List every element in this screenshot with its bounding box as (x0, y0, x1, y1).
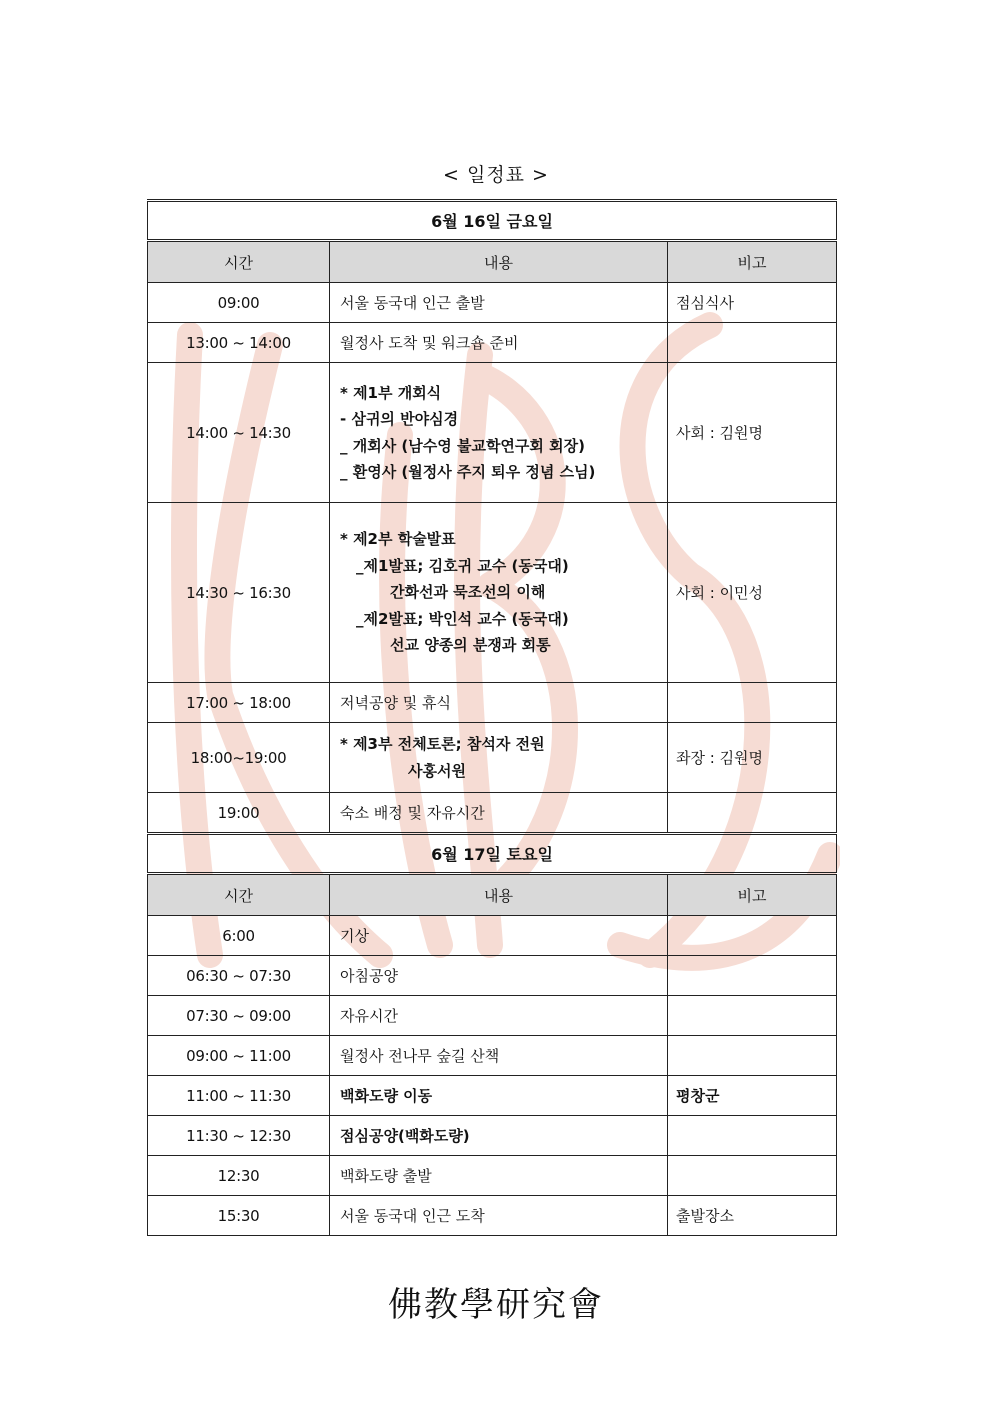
note-cell: 평창군 (668, 1076, 837, 1116)
table-row (148, 503, 837, 683)
column-header-time: 시간 (148, 874, 330, 916)
content-line: * 제1부 개회식 (340, 383, 442, 402)
note-cell: 점심식사 (668, 283, 837, 323)
time-cell: 12:30 (148, 1156, 330, 1196)
content-line: _ 환영사 (월정사 주지 퇴우 정념 스님) (340, 463, 596, 481)
content-cell (330, 723, 668, 793)
time-cell: 11:00 ~ 11:30 (148, 1076, 330, 1116)
note-cell: 사회 : 이민성 (668, 503, 837, 683)
time-cell: 09:00 (148, 283, 330, 323)
table-row (148, 683, 837, 723)
content-cell: 저녁공양 및 휴식 (330, 683, 668, 723)
table-row (148, 1076, 837, 1116)
table-row (148, 1196, 837, 1236)
column-header-note: 비고 (668, 241, 837, 283)
content-cell: 아침공양 (330, 956, 668, 996)
note-cell (668, 793, 837, 834)
content-cell: 백화도량 출발 (330, 1156, 668, 1196)
content-line: * 제3부 전체토론; 참석자 전원 (340, 735, 545, 753)
table-row (148, 323, 837, 363)
time-cell: 11:30 ~ 12:30 (148, 1116, 330, 1156)
table-row (148, 363, 837, 503)
content-cell: 숙소 배정 및 자유시간 (330, 793, 668, 834)
column-header-note: 비고 (668, 874, 837, 916)
note-cell (668, 996, 837, 1036)
content-cell: 기상 (330, 916, 668, 956)
content-cell (330, 363, 668, 503)
society-name: 佛教學研究會 (388, 1285, 604, 1325)
table-row (148, 996, 837, 1036)
content-line: _제1발표; 김호귀 교수 (동국대) (356, 556, 569, 575)
content-cell: 월정사 전나무 숲길 산책 (330, 1036, 668, 1076)
time-cell: 18:00~19:00 (148, 723, 330, 793)
table-row (148, 283, 837, 323)
time-cell: 13:00 ~ 14:00 (148, 323, 330, 363)
time-cell: 06:30 ~ 07:30 (148, 956, 330, 996)
content-cell: 점심공양(백화도량) (330, 1116, 668, 1156)
note-cell: 사회 : 김원명 (668, 363, 837, 503)
time-cell: 6:00 (148, 916, 330, 956)
note-cell (668, 916, 837, 956)
page-title: < 일정표 > (443, 164, 549, 186)
table-row (148, 793, 837, 834)
time-cell: 15:30 (148, 1196, 330, 1236)
table-row (148, 916, 837, 956)
content-cell: 백화도량 이동 (330, 1076, 668, 1116)
content-line: 간화선과 묵조선의 이해 (390, 583, 546, 602)
content-line: _제2발표; 박인석 교수 (동국대) (356, 609, 569, 628)
day-header: 6월 17일 토요일 (148, 834, 837, 874)
time-cell: 14:30 ~ 16:30 (148, 503, 330, 683)
column-header-content: 내용 (330, 874, 668, 916)
table-row (148, 1156, 837, 1196)
time-cell: 09:00 ~ 11:00 (148, 1036, 330, 1076)
time-cell: 07:30 ~ 09:00 (148, 996, 330, 1036)
note-cell (668, 323, 837, 363)
time-cell: 17:00 ~ 18:00 (148, 683, 330, 723)
note-cell (668, 683, 837, 723)
content-line: 선교 양종의 분쟁과 회통 (390, 636, 551, 655)
note-cell (668, 1156, 837, 1196)
table-row (148, 1116, 837, 1156)
note-cell: 출발장소 (668, 1196, 837, 1236)
time-cell: 14:00 ~ 14:30 (148, 363, 330, 503)
table-row (148, 956, 837, 996)
content-cell (330, 503, 668, 683)
column-header-content: 내용 (330, 241, 668, 283)
time-cell: 19:00 (148, 793, 330, 834)
content-line: - 삼귀의 반야심경 (340, 410, 459, 428)
content-cell: 서울 동국대 인근 도착 (330, 1196, 668, 1236)
content-line: _ 개회사 (남수영 불교학연구회 회장) (340, 436, 585, 455)
content-line: * 제2부 학술발표 (340, 530, 456, 549)
schedule-table (147, 199, 837, 1236)
table-row (148, 723, 837, 793)
table-row (148, 1036, 837, 1076)
column-header-time: 시간 (148, 241, 330, 283)
content-line: 사홍서원 (408, 761, 466, 780)
content-cell: 자유시간 (330, 996, 668, 1036)
note-cell (668, 956, 837, 996)
note-cell (668, 1116, 837, 1156)
content-cell: 월정사 도착 및 워크숍 준비 (330, 323, 668, 363)
note-cell: 좌장 : 김원명 (668, 723, 837, 793)
day-header: 6월 16일 금요일 (148, 201, 837, 241)
content-cell: 서울 동국대 인근 출발 (330, 283, 668, 323)
note-cell (668, 1036, 837, 1076)
